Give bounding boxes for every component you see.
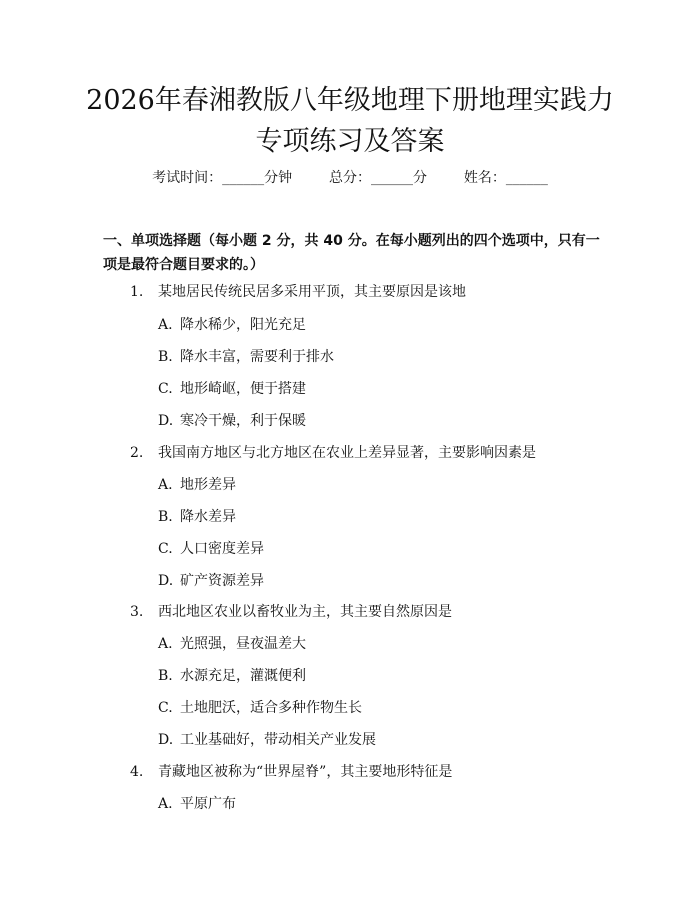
exam-time: 考试时间：______分钟	[152, 170, 293, 186]
title-line-2: 专项练习及答案	[255, 126, 445, 157]
exam-info-line	[0, 167, 700, 187]
option-letter: C.	[158, 700, 173, 716]
question-1	[130, 281, 466, 301]
option-text: 寒冷干燥，利于保暖	[180, 413, 306, 429]
option-letter: C.	[158, 381, 173, 397]
option-2d	[158, 570, 264, 590]
option-letter: C.	[158, 541, 173, 557]
question-text: 某地居民传统民居多采用平顶，其主要原因是该地	[158, 284, 466, 300]
option-text: 降水丰富，需要利于排水	[180, 349, 334, 365]
question-text: 青藏地区被称为“世界屋脊”，其主要地形特征是	[158, 764, 453, 780]
option-text: 工业基础好，带动相关产业发展	[180, 732, 376, 748]
student-name: 姓名：______	[463, 170, 548, 186]
title-line-1: 2026年春湘教版八年级地理下册地理实践力	[86, 85, 614, 116]
option-3c	[158, 697, 362, 717]
option-2b	[158, 506, 236, 526]
option-letter: B.	[158, 349, 173, 365]
question-3	[130, 601, 452, 621]
question-number: 1.	[130, 284, 144, 300]
option-letter: B.	[158, 668, 173, 684]
option-3d	[158, 729, 376, 749]
option-1a	[158, 314, 306, 334]
question-number: 4.	[130, 764, 144, 780]
option-2a	[158, 474, 236, 494]
option-letter: D.	[158, 732, 174, 748]
question-text: 西北地区农业以畜牧业为主，其主要自然原因是	[158, 604, 452, 620]
section-heading: 一、单项选择题（每小题 2 分，共 40 分。在每小题列出的四个选项中，只有一项是最符合题目要求的。）	[103, 233, 600, 273]
option-text: 光照强，昼夜温差大	[180, 636, 306, 652]
option-letter: A.	[158, 796, 173, 812]
question-number: 2.	[130, 445, 144, 461]
option-1c	[158, 378, 306, 398]
question-2	[130, 442, 536, 462]
total-score: 总分：______分	[329, 170, 427, 186]
option-text: 人口密度差异	[180, 541, 264, 557]
option-letter: A.	[158, 317, 173, 333]
option-2c	[158, 538, 264, 558]
option-letter: D.	[158, 413, 174, 429]
option-text: 地形崎岖，便于搭建	[180, 381, 306, 397]
question-number: 3.	[130, 604, 144, 620]
option-text: 矿产资源差异	[180, 573, 264, 589]
option-letter: A.	[158, 477, 173, 493]
option-text: 土地肥沃，适合多种作物生长	[180, 700, 362, 716]
option-1d	[158, 410, 306, 430]
option-text: 水源充足，灌溉便利	[180, 668, 306, 684]
option-text: 降水稀少，阳光充足	[180, 317, 306, 333]
option-4a	[158, 793, 236, 813]
document-title	[40, 80, 660, 162]
option-letter: A.	[158, 636, 173, 652]
option-text: 平原广布	[180, 796, 236, 812]
option-3b	[158, 665, 306, 685]
option-letter: D.	[158, 573, 174, 589]
option-letter: B.	[158, 509, 173, 525]
option-3a	[158, 633, 306, 653]
question-text: 我国南方地区与北方地区在农业上差异显著，主要影响因素是	[158, 445, 536, 461]
option-text: 地形差异	[180, 477, 236, 493]
option-1b	[158, 346, 334, 366]
option-text: 降水差异	[180, 509, 236, 525]
question-4	[130, 761, 452, 781]
